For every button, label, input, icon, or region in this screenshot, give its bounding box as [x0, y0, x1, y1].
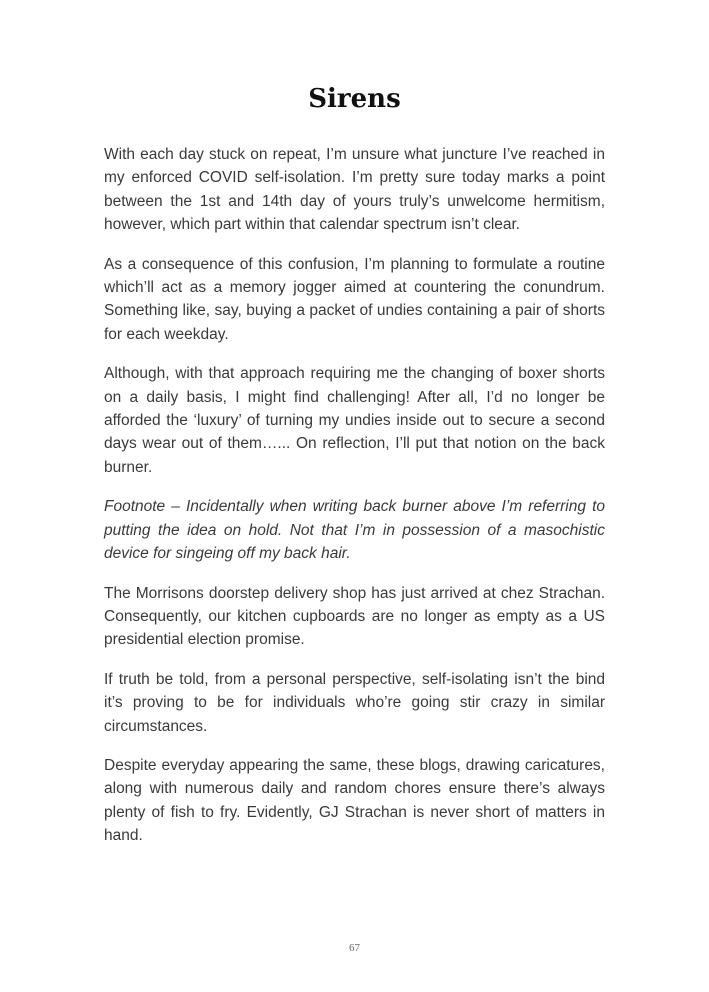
paragraph: With each day stuck on repeat, I’m unsure what juncture I’ve reached in my enforced COVID self-isolation. I’m pretty sure today marks a point between the 1st and 14th day of yours truly’s unwelcome hermitism, however, which part within that calendar spectrum isn’t clear.: [104, 146, 605, 234]
footnote-paragraph: Footnote – Incidentally when writing back burner above I’m referring to putting the idea on hold. Not that I’m in possession of a masochistic device for singeing off my back hair.: [104, 498, 605, 563]
paragraph: As a consequence of this confusion, I’m planning to formulate a routine which’ll act as a memory jogger aimed at countering the conundrum. Something like, say, buying a packet of undies containing a pair of shorts for each weekday.: [104, 255, 605, 343]
paragraph: Although, with that approach requiring me the changing of boxer shorts on a daily basis, I might find challenging! After all, I’d no longer be afforded the ‘luxury’ of turning my undies inside out to secure a second days wear out of them…... On reflection, I’ll put that notion on the back burner.: [104, 365, 605, 476]
paragraph: If truth be told, from a personal perspective, self-isolating isn’t the bind it’s proving to be for individuals who’re going stir crazy in similar circumstances.: [104, 670, 605, 735]
page-number: 67: [349, 942, 360, 954]
body-text: [104, 143, 605, 864]
paragraph: The Morrisons doorstep delivery shop has just arrived at chez Strachan. Consequently, our kitchen cupboards are no longer as empty as a US presidential election promise.: [104, 584, 605, 649]
paragraph: Despite everyday appearing the same, these blogs, drawing caricatures, along with numerous daily and random chores ensure there’s always plenty of fish to fry. Evidently, GJ Strachan is never short of matters in hand.: [104, 756, 605, 845]
page-title: Sirens: [308, 84, 401, 114]
